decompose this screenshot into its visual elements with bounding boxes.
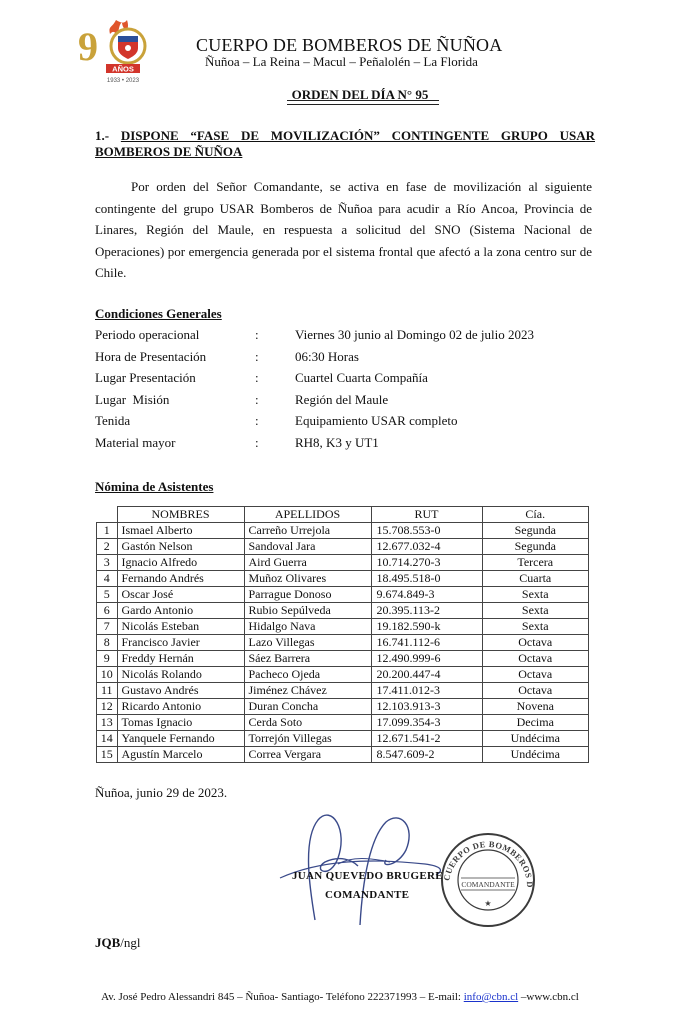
reference-initials	[95, 935, 141, 951]
cell-nombres: Agustín Marcelo	[117, 747, 244, 763]
section-title: DISPONE “FASE DE MOVILIZACIÓN” CONTINGENTE GRUPO USAR BOMBEROS DE ÑUÑOA	[95, 128, 595, 159]
cell-nombres: Nicolás Esteban	[117, 619, 244, 635]
order-title-block	[0, 86, 680, 104]
condition-label: Lugar Misión	[95, 391, 170, 407]
table-row	[97, 555, 589, 571]
table-row	[97, 587, 589, 603]
row-number: 13	[97, 715, 118, 731]
row-number: 11	[97, 683, 118, 699]
cell-cia: Octava	[482, 651, 589, 667]
section-number: 1.-	[95, 128, 110, 143]
cell-cia: Sexta	[482, 603, 589, 619]
logo-caption: AÑOS	[112, 64, 134, 74]
row-number: 2	[97, 539, 118, 555]
condition-value: Cuartel Cuarta Compañía	[295, 370, 428, 385]
condition-row	[95, 327, 615, 347]
organization-name: CUERPO DE BOMBEROS DE ÑUÑOA	[196, 35, 503, 55]
cell-cia: Sexta	[482, 619, 589, 635]
table-row	[97, 715, 589, 731]
footer-email-link[interactable]: info@cbn.cl	[463, 991, 519, 1003]
condition-separator: :	[255, 391, 259, 407]
cell-nombres: Oscar José	[117, 587, 244, 603]
signature-stroke	[309, 815, 358, 920]
cell-nombres: Gustavo Andrés	[117, 683, 244, 699]
row-number: 3	[97, 555, 118, 571]
svg-text:9: 9	[78, 24, 98, 69]
cell-apellidos: Sandoval Jara	[244, 539, 371, 555]
cell-cia: Tercera	[482, 555, 589, 571]
table-row	[97, 747, 589, 763]
cell-cia: Octava	[482, 683, 589, 699]
signature-and-stamp	[240, 800, 550, 935]
condition-separator: :	[255, 327, 259, 342]
column-header: NOMBRES	[117, 507, 244, 523]
cell-rut: 15.708.553-0	[371, 523, 482, 539]
table-row	[97, 635, 589, 651]
table-row	[97, 651, 589, 667]
cell-apellidos: Cerda Soto	[244, 715, 371, 731]
condition-separator: :	[255, 434, 259, 450]
table-row	[97, 731, 589, 747]
condition-label: Periodo operacional	[95, 327, 200, 342]
cell-rut: 18.495.518-0	[371, 571, 482, 587]
cell-cia: Novena	[482, 699, 589, 715]
column-header: APELLIDOS	[244, 507, 371, 523]
table-row	[97, 667, 589, 683]
cell-nombres: Ricardo Antonio	[117, 699, 244, 715]
cell-nombres: Yanquele Fernando	[117, 731, 244, 747]
organization-communes: Ñuñoa – La Reina – Macul – Peñalolén – La Florida	[205, 54, 478, 69]
svg-text:★: ★	[484, 899, 492, 908]
table-row	[97, 523, 589, 539]
cell-rut: 17.411.012-3	[371, 683, 482, 699]
condition-separator: :	[255, 370, 259, 385]
cell-apellidos: Carreño Urrejola	[244, 523, 371, 539]
condition-row	[95, 349, 615, 369]
cell-nombres: Ismael Alberto	[117, 523, 244, 539]
index-header	[97, 507, 118, 523]
cell-apellidos: Rubio Sepúlveda	[244, 603, 371, 619]
row-number: 5	[97, 587, 118, 603]
anniversary-logo	[72, 14, 168, 86]
condition-label: Hora de Presentación	[95, 348, 207, 364]
row-number: 4	[97, 571, 118, 587]
condition-row	[95, 370, 615, 390]
cell-apellidos: Torrejón Villegas	[244, 731, 371, 747]
condition-label: Material mayor	[95, 434, 176, 450]
logo-years: 1933 • 2023	[106, 78, 140, 84]
initials-rest: /ngl	[120, 935, 141, 950]
cell-rut: 12.677.032-4	[371, 539, 482, 555]
cell-rut: 20.200.447-4	[371, 667, 482, 683]
cell-apellidos: Sáez Barrera	[244, 651, 371, 667]
cell-rut: 19.182.590-k	[371, 619, 482, 635]
cell-rut: 9.674.849-3	[371, 587, 482, 603]
stamp-ring-text: CUERPO DE BOMBEROS DE ÑUÑOA	[441, 838, 536, 889]
cell-rut: 12.490.999-6	[371, 651, 482, 667]
table-row	[97, 683, 589, 699]
condition-value: Viernes 30 junio al Domingo 02 de julio 2023	[295, 327, 534, 342]
condition-value: Región del Maule	[295, 391, 389, 407]
row-number: 15	[97, 747, 118, 763]
condition-value: Equipamiento USAR completo	[295, 413, 458, 428]
cell-cia: Octava	[482, 667, 589, 683]
table-row	[97, 603, 589, 619]
cell-cia: Undécima	[482, 731, 589, 747]
signer-role: COMANDANTE	[325, 889, 410, 901]
table-row	[97, 539, 589, 555]
cell-nombres: Gastón Nelson	[117, 539, 244, 555]
initials-bold: JQB	[95, 935, 121, 950]
footer-web: –www.cbn.cl	[518, 991, 579, 1003]
place-date: Ñuñoa, junio 29 de 2023.	[95, 785, 228, 800]
cell-apellidos: Pacheco Ojeda	[244, 667, 371, 683]
cell-rut: 20.395.113-2	[371, 603, 482, 619]
stamp-center-text: COMANDANTE	[461, 880, 515, 889]
table-header-row	[97, 507, 589, 523]
cell-rut: 8.547.609-2	[371, 747, 482, 763]
conditions-heading: Condiciones Generales	[95, 306, 222, 321]
column-header: RUT	[371, 507, 482, 523]
condition-row	[95, 392, 615, 412]
cell-nombres: Fernando Andrés	[117, 571, 244, 587]
cell-cia: Cuarta	[482, 571, 589, 587]
cell-apellidos: Muñoz Olivares	[244, 571, 371, 587]
condition-row	[95, 435, 615, 455]
title-divider	[287, 100, 439, 101]
section-paragraph: Por orden del Señor Comandante, se activa en fase de movilización al siguiente contingente del grupo USAR Bomberos de Ñuñoa para acudir a Río Ancoa, Provincia de Linares, Región del Maule, en respuesta a solicitud del SNO (Sistema Nacional de Operaciones) por emergencia generada por el sistema frontal que afectó a la zona centro sur de Chile.	[95, 179, 592, 280]
cell-rut: 17.099.354-3	[371, 715, 482, 731]
cell-nombres: Ignacio Alfredo	[117, 555, 244, 571]
cell-rut: 16.741.112-6	[371, 635, 482, 651]
condition-value: 06:30 Horas	[295, 348, 359, 364]
cell-cia: Segunda	[482, 539, 589, 555]
row-number: 8	[97, 635, 118, 651]
cell-apellidos: Aird Guerra	[244, 555, 371, 571]
table-row	[97, 699, 589, 715]
cell-cia: Undécima	[482, 747, 589, 763]
cell-apellidos: Lazo Villegas	[244, 635, 371, 651]
official-stamp	[441, 834, 535, 926]
table-row	[97, 619, 589, 635]
cell-cia: Decima	[482, 715, 589, 731]
condition-separator: :	[255, 348, 259, 364]
row-number: 6	[97, 603, 118, 619]
cell-rut: 10.714.270-3	[371, 555, 482, 571]
table-row	[97, 571, 589, 587]
cell-apellidos: Hidalgo Nava	[244, 619, 371, 635]
row-number: 7	[97, 619, 118, 635]
cell-nombres: Nicolás Rolando	[117, 667, 244, 683]
section-heading	[95, 128, 595, 160]
cell-rut: 12.671.541-2	[371, 731, 482, 747]
cell-apellidos: Correa Vergara	[244, 747, 371, 763]
cell-cia: Sexta	[482, 587, 589, 603]
cell-cia: Segunda	[482, 523, 589, 539]
footer	[0, 991, 680, 1003]
cell-apellidos: Duran Concha	[244, 699, 371, 715]
roster-heading: Nómina de Asistentes	[95, 479, 214, 494]
cell-apellidos: Parrague Donoso	[244, 587, 371, 603]
row-number: 9	[97, 651, 118, 667]
order-title: ORDEN DEL DÍA N° 95	[291, 87, 429, 102]
cell-nombres: Freddy Hernán	[117, 651, 244, 667]
cell-nombres: Gardo Antonio	[117, 603, 244, 619]
condition-row	[95, 413, 615, 433]
cell-cia: Octava	[482, 635, 589, 651]
cell-nombres: Tomas Ignacio	[117, 715, 244, 731]
condition-value: RH8, K3 y UT1	[295, 434, 379, 450]
condition-label: Lugar Presentación	[95, 370, 196, 385]
row-number: 12	[97, 699, 118, 715]
signer-name: JUAN QUEVEDO BRUGERE	[292, 870, 443, 882]
row-number: 10	[97, 667, 118, 683]
roster-table	[96, 506, 589, 763]
row-number: 14	[97, 731, 118, 747]
footer-address: Av. José Pedro Alessandri 845 – Ñuñoa- Santiago- Teléfono 222371993 – E-mail:	[101, 991, 464, 1003]
cell-rut: 12.103.913-3	[371, 699, 482, 715]
cell-apellidos: Jiménez Chávez	[244, 683, 371, 699]
cell-nombres: Francisco Javier	[117, 635, 244, 651]
condition-separator: :	[255, 413, 259, 428]
column-header: Cía.	[482, 507, 589, 523]
row-number: 1	[97, 523, 118, 539]
title-divider-second	[287, 104, 439, 105]
condition-label: Tenida	[95, 413, 131, 428]
